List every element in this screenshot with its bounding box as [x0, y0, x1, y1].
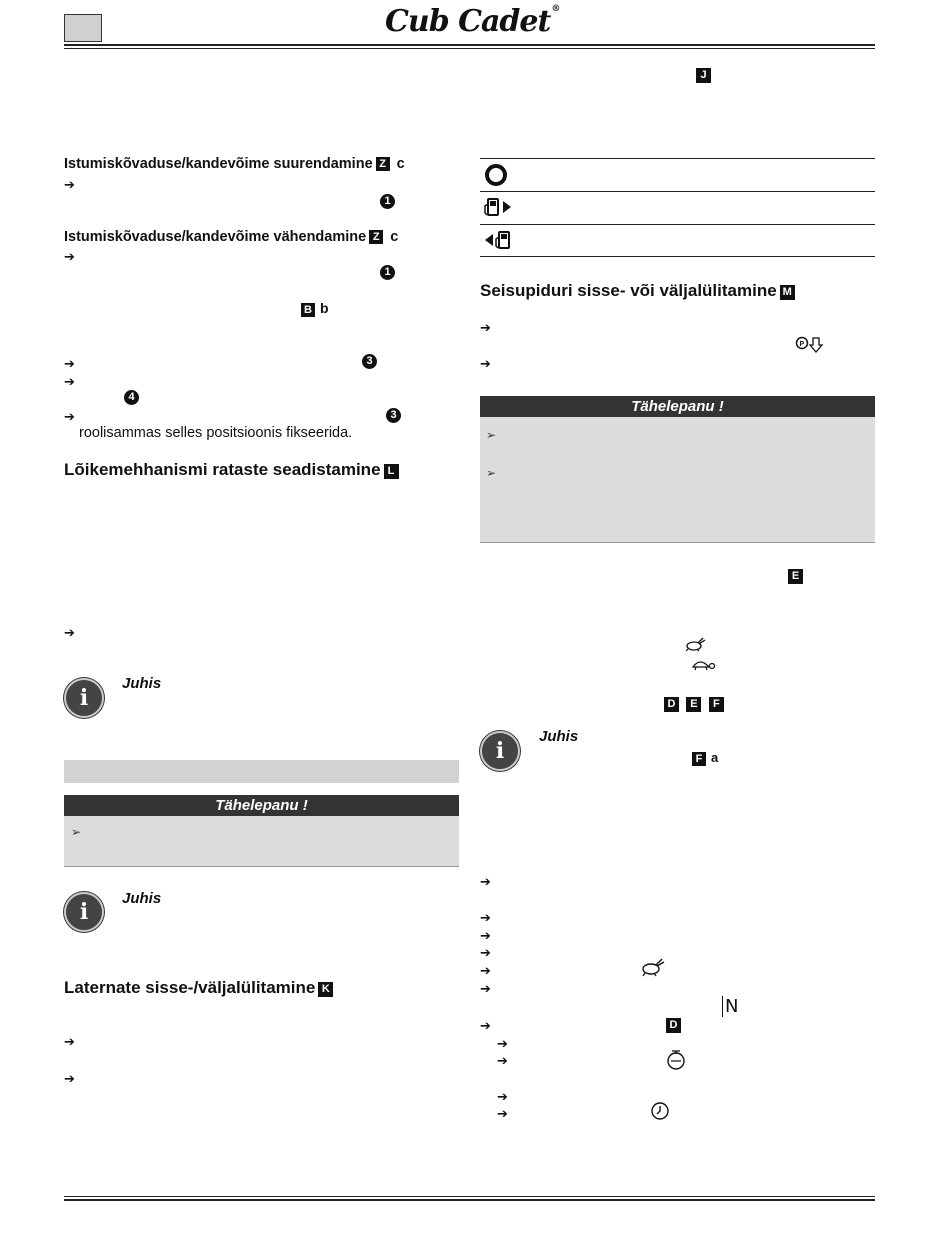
figure-ref-e: E — [788, 569, 803, 584]
heading-lights: Laternate sisse-/väljalülitamine K — [64, 978, 333, 998]
note-label: Juhis — [122, 675, 162, 692]
step-arrow: ➔ — [480, 945, 491, 960]
turtle-icon — [690, 656, 716, 677]
heading-parking: Seisupiduri sisse- või väljalülitamine M — [480, 281, 795, 301]
step-arrow: ➔ — [480, 1018, 491, 1033]
fuel-right-icon — [484, 196, 514, 223]
bullet-arrow: ➢ — [486, 428, 497, 442]
step-arrow: ➔ — [64, 356, 75, 371]
step-arrow: ➔ — [480, 963, 491, 978]
attention-box — [64, 795, 459, 867]
rabbit-icon — [640, 957, 666, 982]
note-label: Juhis — [122, 890, 162, 907]
sub-step-arrow: ➔ — [497, 1053, 508, 1068]
language-tab — [64, 14, 102, 42]
step-arrow: ➔ — [480, 320, 491, 335]
sub-step-arrow: ➔ — [497, 1106, 508, 1121]
attention-header: Tähelepanu ! — [64, 795, 459, 816]
figure-refs-def: D E F — [664, 694, 724, 712]
step-arrow: ➔ — [64, 249, 75, 264]
parking-brake-icon — [795, 336, 827, 359]
heading-increase: Istumiskõvaduse/kandevõime suurendamine Z c — [64, 156, 405, 172]
table-rule — [480, 158, 875, 159]
callout-4: 4 — [124, 390, 139, 405]
callout-1: 1 — [380, 194, 395, 209]
step-arrow: ➔ — [480, 356, 491, 371]
svg-text:P: P — [799, 341, 805, 348]
heading-wheels: Lõikemehhanismi rataste seadistamine L — [64, 460, 399, 480]
table-rule — [480, 256, 875, 257]
attention-box — [480, 396, 875, 543]
fuel-left-icon — [484, 229, 514, 256]
step-arrow: ➔ — [480, 928, 491, 943]
rabbit-icon — [684, 636, 706, 657]
note-label: Juhis — [539, 728, 579, 745]
callout-3: 3 — [386, 408, 401, 423]
table-rule — [480, 224, 875, 225]
step-arrow: ➔ — [480, 874, 491, 889]
sub-step-arrow: ➔ — [497, 1036, 508, 1051]
neutral-icon: N — [722, 996, 738, 1017]
footer-rule-thin — [64, 1196, 875, 1197]
info-icon: i — [64, 892, 104, 932]
step-arrow: ➔ — [64, 177, 75, 192]
step-arrow: ➔ — [480, 981, 491, 996]
sub-step-arrow: ➔ — [497, 1089, 508, 1104]
clock-icon — [650, 1101, 670, 1126]
gray-band — [64, 760, 459, 783]
heading-decrease: Istumiskõvaduse/kandevõime vähendamine Z c — [64, 229, 399, 245]
steering-text: roolisammas selles positsioonis fikseerida. — [79, 425, 353, 441]
info-icon: i — [64, 678, 104, 718]
step-arrow: ➔ — [64, 409, 75, 424]
table-rule — [480, 191, 875, 192]
step-arrow: ➔ — [64, 1034, 75, 1049]
step-arrow: ➔ — [64, 374, 75, 389]
circle-icon — [484, 163, 508, 192]
header-rule — [64, 44, 875, 46]
attention-header: Tähelepanu ! — [480, 396, 875, 417]
header-rule-thin — [64, 48, 875, 49]
step-arrow: ➔ — [64, 1071, 75, 1086]
info-icon: i — [480, 731, 520, 771]
brand-logo: Cub Cadet® — [385, 4, 560, 39]
step-arrow: ➔ — [480, 910, 491, 925]
figure-ref-j: J — [696, 68, 711, 83]
footer-rule — [64, 1199, 875, 1201]
figure-ref-b: B b — [301, 300, 329, 318]
choke-icon — [665, 1048, 687, 1077]
bullet-arrow: ➢ — [71, 825, 82, 839]
figure-ref-f: F a — [692, 749, 718, 767]
callout-1: 1 — [380, 265, 395, 280]
step-arrow: ➔ — [64, 625, 75, 640]
figure-ref-d: D — [666, 1018, 681, 1033]
bullet-arrow: ➢ — [486, 466, 497, 480]
callout-3: 3 — [362, 354, 377, 369]
